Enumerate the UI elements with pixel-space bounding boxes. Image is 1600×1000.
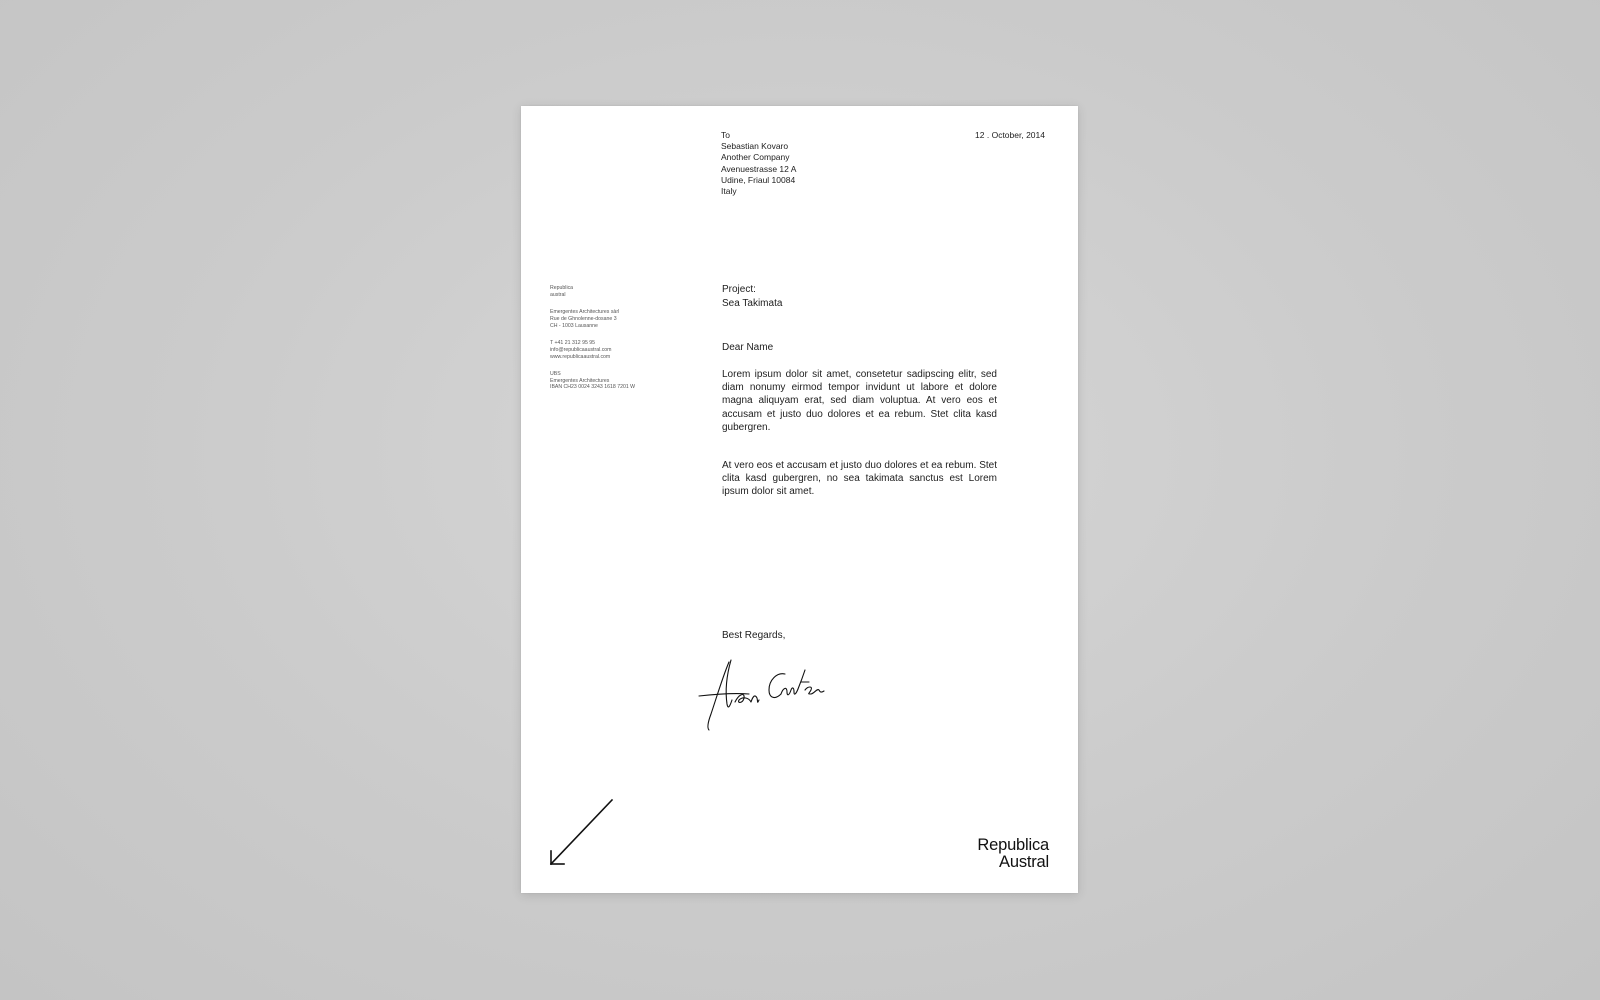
sender-brand-line1: Republica <box>550 285 574 291</box>
project-label: Project: <box>722 284 756 295</box>
body-paragraph-2: At vero eos et accusam et justo duo dolores et ea rebum. Stet clita kasd gubergren, no sea takimata sanctus est Lorem ipsum dolor sit amet. <box>722 460 997 498</box>
sender-iban: IBAN CH23 0024 3243 1618 7201 W <box>550 384 636 391</box>
sender-bank-holder: Emergentes Architectures <box>550 377 610 384</box>
sender-company: Emergentes Architectures sàrl <box>550 309 620 316</box>
sender-website: www.republicaaustral.com <box>550 353 611 360</box>
sender-street: Rue de Ghnolenne-dosane 3 <box>550 315 617 322</box>
letter-date: 12 . October, 2014 <box>975 130 1045 140</box>
arrow-down-left-icon <box>547 798 615 868</box>
recipient-address <box>721 130 796 197</box>
sender-brand <box>550 285 635 299</box>
recipient-city: Udine, Friaul 10084 <box>721 174 796 185</box>
project-block <box>722 283 782 310</box>
recipient-label: To <box>721 130 730 140</box>
salutation: Dear Name <box>722 342 774 353</box>
recipient-country: Italy <box>721 186 737 197</box>
recipient-company: Another Company <box>721 152 790 163</box>
recipient-street: Avenuestrasse 12 A <box>721 163 797 174</box>
sender-brand-line2: austral <box>550 291 566 298</box>
sender-phone: T +41 21 312 95 95 <box>550 339 596 346</box>
sender-contact <box>550 340 635 360</box>
body-paragraph-1: Lorem ipsum dolor sit amet, consetetur sadipscing elitr, sed diam nonumy eirmod tempor invidunt ut labore et dolore magna aliquyam erat, sed diam voluptua. At vero eos et accusam et justo duo dolores et ea rebum. Stet clita kasd gubergren. <box>722 369 997 433</box>
logo-line2: Austral <box>999 852 1049 871</box>
sender-email: info@republicaaustral.com <box>550 346 612 353</box>
recipient-name: Sebastian Kovaro <box>721 141 789 152</box>
sender-details <box>550 285 635 402</box>
project-name: Sea Takimata <box>722 297 783 309</box>
sender-bank <box>550 371 635 391</box>
company-logo <box>977 837 1049 870</box>
signature-icon <box>697 656 827 734</box>
closing: Best Regards, <box>722 630 786 641</box>
sender-city: CH - 1003 Lausanne <box>550 322 598 329</box>
sender-bank-name: UBS <box>550 370 561 377</box>
sender-address <box>550 309 635 329</box>
logo-line1: Republica <box>977 836 1049 854</box>
letter-page <box>521 106 1078 893</box>
